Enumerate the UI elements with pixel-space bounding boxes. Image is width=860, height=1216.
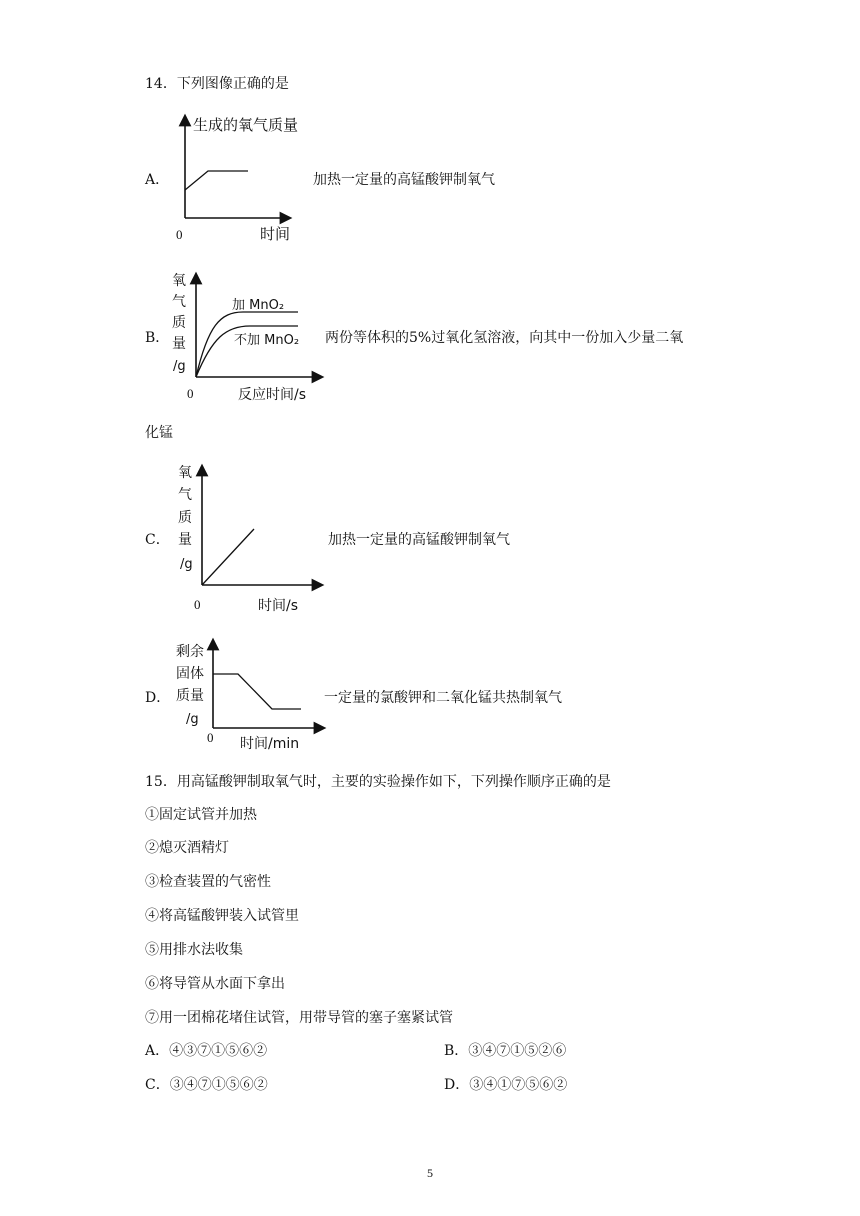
graph-c-y-char-1: 氧 [178, 465, 192, 481]
graph-b-y-char-1: 氧 [172, 273, 186, 289]
option-b-letter: B． [145, 330, 170, 346]
graph-d-y-line-1: 剩余 [176, 644, 204, 660]
graph-c-y-char-3: 质 [178, 510, 192, 526]
step-2: ②熄灭酒精灯 [145, 840, 229, 856]
graph-c-y-char-4: 量 [178, 532, 192, 548]
step-6: ⑥将导管从水面下拿出 [145, 976, 285, 992]
question-14-stem: 14．下列图像正确的是 [145, 76, 289, 92]
option-d-letter: D． [145, 690, 171, 706]
graph-c-x-label: 时间/s [258, 598, 299, 614]
option-b-description: 两份等体积的5%过氧化氢溶液，向其中一份加入少量二氧 [325, 330, 684, 346]
option-a-description: 加热一定量的高锰酸钾制氧气 [313, 172, 495, 188]
option-b-description-continued: 化锰 [145, 425, 173, 441]
q15-option-b: B．③④⑦①⑤②⑥ [444, 1043, 567, 1059]
step-5: ⑤用排水法收集 [145, 942, 243, 958]
option-c-description: 加热一定量的高锰酸钾制氧气 [328, 532, 510, 548]
graph-c [172, 458, 332, 618]
question-15-stem: 15．用高锰酸钾制取氧气时，主要的实验操作如下，下列操作顺序正确的是 [145, 774, 611, 790]
graph-a [160, 108, 300, 248]
graph-b [168, 266, 328, 406]
graph-d-x-label: 时间/min [240, 736, 300, 752]
graph-c-y-char-2: 气 [178, 487, 192, 503]
option-d-description: 一定量的氯酸钾和二氧化锰共热制氧气 [324, 690, 562, 706]
graph-b-x-label: 反应时间/s [238, 387, 307, 403]
graph-a-y-label: 生成的氧气质量 [193, 116, 299, 134]
graph-d-y-line-2: 固体 [176, 666, 204, 682]
q15-option-a: A．④③⑦①⑤⑥② [145, 1043, 268, 1059]
graph-d [174, 636, 334, 756]
graph-c-y-char-5: /g [180, 557, 193, 572]
page-number: 5 [427, 1166, 433, 1180]
graph-a-x-label: 时间 [260, 225, 291, 243]
graph-d-y-line-3: 质量 [176, 688, 204, 704]
graph-b-y-char-3: 质 [172, 315, 186, 331]
graph-d-y-line-4: /g [186, 712, 199, 727]
graph-d-curve [213, 674, 301, 709]
step-3: ③检查装置的气密性 [145, 874, 271, 890]
graph-b-y-char-5: /g [173, 359, 186, 374]
graph-a-origin: 0 [176, 227, 183, 242]
graph-b-y-char-4: 量 [172, 336, 186, 352]
graph-b-curve-with-mno2-label: 加 MnO₂ [232, 298, 285, 313]
step-7: ⑦用一团棉花堵住试管，用带导管的塞子塞紧试管 [145, 1010, 453, 1026]
graph-d-origin: 0 [207, 730, 214, 745]
graph-b-curve-without-mno2-label: 不加 MnO₂ [234, 333, 300, 348]
graph-a-curve [185, 171, 248, 190]
graph-b-y-char-2: 气 [172, 294, 186, 310]
graph-b-origin: 0 [187, 386, 194, 401]
option-a-letter: A． [145, 172, 170, 188]
graph-c-line [202, 529, 254, 585]
graph-c-origin: 0 [194, 597, 201, 612]
q15-option-c: C．③④⑦①⑤⑥② [145, 1077, 268, 1093]
q15-option-d: D．③④①⑦⑤⑥② [444, 1077, 568, 1093]
option-c-letter: C． [145, 532, 170, 548]
step-4: ④将高锰酸钾装入试管里 [145, 908, 299, 924]
step-1: ①固定试管并加热 [145, 807, 257, 823]
